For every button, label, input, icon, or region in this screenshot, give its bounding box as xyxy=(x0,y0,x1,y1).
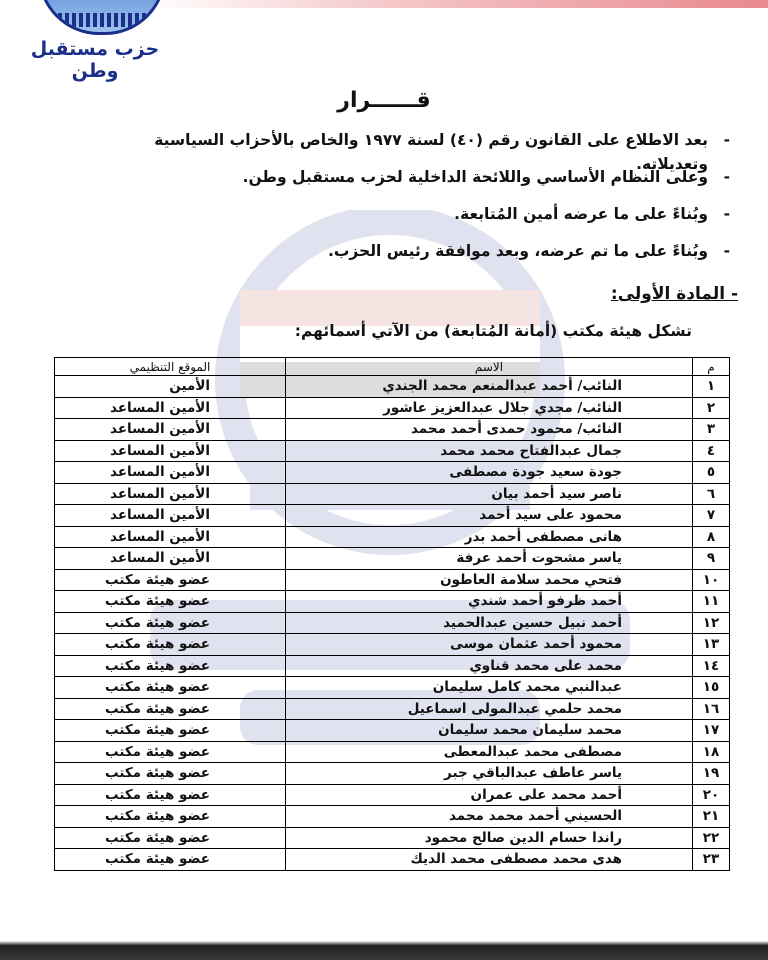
member-role: عضو هيئة مكتب xyxy=(55,849,286,871)
header-name: الاسم xyxy=(286,358,693,376)
member-role: عضو هيئة مكتب xyxy=(55,698,286,720)
row-number: ١ xyxy=(693,376,730,398)
decision-title: قــــــرار xyxy=(337,88,431,113)
member-role: عضو هيئة مكتب xyxy=(55,634,286,656)
table-row xyxy=(55,827,730,849)
row-number: ١٢ xyxy=(693,612,730,634)
member-role: عضو هيئة مكتب xyxy=(55,763,286,785)
row-number: ١٤ xyxy=(693,655,730,677)
table-row xyxy=(55,784,730,806)
member-role: عضو هيئة مكتب xyxy=(55,741,286,763)
table-row xyxy=(55,440,730,462)
member-role: الأمين المساعد xyxy=(55,440,286,462)
article-intro: تشكل هيئة مكتب (أمانة المُتابعة) من الآتي أسمائهم: xyxy=(294,322,692,340)
table-row xyxy=(55,763,730,785)
logo-text: حزب مستقبل وطن xyxy=(30,38,160,82)
member-name: الحسيني أحمد محمد محمد xyxy=(286,806,693,828)
preamble-list xyxy=(90,128,730,276)
table-row xyxy=(55,526,730,548)
table-row xyxy=(55,419,730,441)
table-row xyxy=(55,677,730,699)
member-name: هانى مصطفى أحمد بدر xyxy=(286,526,693,548)
member-role: عضو هيئة مكتب xyxy=(55,784,286,806)
table-header-row xyxy=(55,358,730,376)
member-role: عضو هيئة مكتب xyxy=(55,677,286,699)
member-role: الأمين xyxy=(55,376,286,398)
member-role: الأمين المساعد xyxy=(55,483,286,505)
table-row xyxy=(55,462,730,484)
table-row xyxy=(55,505,730,527)
member-role: عضو هيئة مكتب xyxy=(55,612,286,634)
article-heading: - المادة الأولى: xyxy=(610,284,738,304)
header-number: م xyxy=(693,358,730,376)
preamble-item: - وعلى النظام الأساسي واللائحة الداخلية لحزب مستقبل وطن. xyxy=(242,168,730,186)
preamble-item: - بعد الاطلاع على القانون رقم (٤٠) لسنة ١٩٧٧ والخاص بالأحزاب السياسية وتعديلاته. xyxy=(154,131,730,173)
row-number: ١٨ xyxy=(693,741,730,763)
member-name: محمد على محمد قناوي xyxy=(286,655,693,677)
row-number: ٦ xyxy=(693,483,730,505)
logo-emblem-icon xyxy=(38,0,166,35)
table-row xyxy=(55,376,730,398)
row-number: ٢٣ xyxy=(693,849,730,871)
row-number: ٢٢ xyxy=(693,827,730,849)
member-name: جمال عبدالفتاح محمد محمد xyxy=(286,440,693,462)
member-name: راندا حسام الدين صالح محمود xyxy=(286,827,693,849)
row-number: ٢١ xyxy=(693,806,730,828)
row-number: ٩ xyxy=(693,548,730,570)
preamble-item: - وبُناءً على ما عرضه أمين المُتابعة. xyxy=(454,205,730,223)
member-name: أحمد محمد على عمران xyxy=(286,784,693,806)
member-role: الأمين المساعد xyxy=(55,526,286,548)
row-number: ٢٠ xyxy=(693,784,730,806)
member-name: هدى محمد مصطفى محمد الديك xyxy=(286,849,693,871)
member-name: محمود على سيد أحمد xyxy=(286,505,693,527)
member-role: الأمين المساعد xyxy=(55,548,286,570)
member-name: ياسر مشحوت أحمد عرفة xyxy=(286,548,693,570)
member-name: أحمد نبيل حسين عبدالحميد xyxy=(286,612,693,634)
table-row xyxy=(55,612,730,634)
member-name: محمود أحمد عثمان موسى xyxy=(286,634,693,656)
row-number: ٥ xyxy=(693,462,730,484)
table-body xyxy=(55,376,730,871)
row-number: ١٧ xyxy=(693,720,730,742)
member-name: النائب/ محمود حمدى أحمد محمد xyxy=(286,419,693,441)
row-number: ٧ xyxy=(693,505,730,527)
row-number: ١٣ xyxy=(693,634,730,656)
table-row xyxy=(55,634,730,656)
member-name: فتحي محمد سلامة العاطون xyxy=(286,569,693,591)
member-role: عضو هيئة مكتب xyxy=(55,569,286,591)
table-row xyxy=(55,806,730,828)
member-name: عبدالنبي محمد كامل سليمان xyxy=(286,677,693,699)
member-role: عضو هيئة مكتب xyxy=(55,655,286,677)
row-number: ١٩ xyxy=(693,763,730,785)
row-number: ٣ xyxy=(693,419,730,441)
table-row xyxy=(55,655,730,677)
table-row xyxy=(55,720,730,742)
top-accent-bar xyxy=(140,0,768,8)
member-name: النائب/ أحمد عبدالمنعم محمد الجندي xyxy=(286,376,693,398)
member-name: محمد سليمان محمد سليمان xyxy=(286,720,693,742)
row-number: ١٠ xyxy=(693,569,730,591)
member-name: أحمد ظرفو أحمد شندي xyxy=(286,591,693,613)
row-number: ١٥ xyxy=(693,677,730,699)
member-role: الأمين المساعد xyxy=(55,419,286,441)
table-row xyxy=(55,397,730,419)
row-number: ٤ xyxy=(693,440,730,462)
table-row xyxy=(55,483,730,505)
table-row xyxy=(55,548,730,570)
preamble-item: - وبُناءً على ما تم عرضه، وبعد موافقة رئيس الحزب. xyxy=(327,242,730,260)
member-role: الأمين المساعد xyxy=(55,505,286,527)
row-number: ٢ xyxy=(693,397,730,419)
member-name: محمد حلمي عبدالمولى اسماعيل xyxy=(286,698,693,720)
table-row xyxy=(55,569,730,591)
members-table xyxy=(54,357,730,871)
member-name: النائب/ مجدي جلال عبدالعزيز عاشور xyxy=(286,397,693,419)
member-role: الأمين المساعد xyxy=(55,462,286,484)
table-row xyxy=(55,849,730,871)
member-name: جودة سعيد جودة مصطفى xyxy=(286,462,693,484)
table-row xyxy=(55,741,730,763)
row-number: ١١ xyxy=(693,591,730,613)
member-name: مصطفى محمد عبدالمعطى xyxy=(286,741,693,763)
member-role: عضو هيئة مكتب xyxy=(55,827,286,849)
member-role: عضو هيئة مكتب xyxy=(55,806,286,828)
member-role: عضو هيئة مكتب xyxy=(55,720,286,742)
table-row xyxy=(55,591,730,613)
member-role: عضو هيئة مكتب xyxy=(55,591,286,613)
member-name: ناصر سيد أحمد بيان xyxy=(286,483,693,505)
bottom-bar xyxy=(0,936,768,960)
row-number: ٨ xyxy=(693,526,730,548)
member-name: ياسر عاطف عبدالباقي جبر xyxy=(286,763,693,785)
row-number: ١٦ xyxy=(693,698,730,720)
table-row xyxy=(55,698,730,720)
header-role: الموقع التنظيمي xyxy=(55,358,286,376)
party-logo xyxy=(10,0,180,82)
member-role: الأمين المساعد xyxy=(55,397,286,419)
